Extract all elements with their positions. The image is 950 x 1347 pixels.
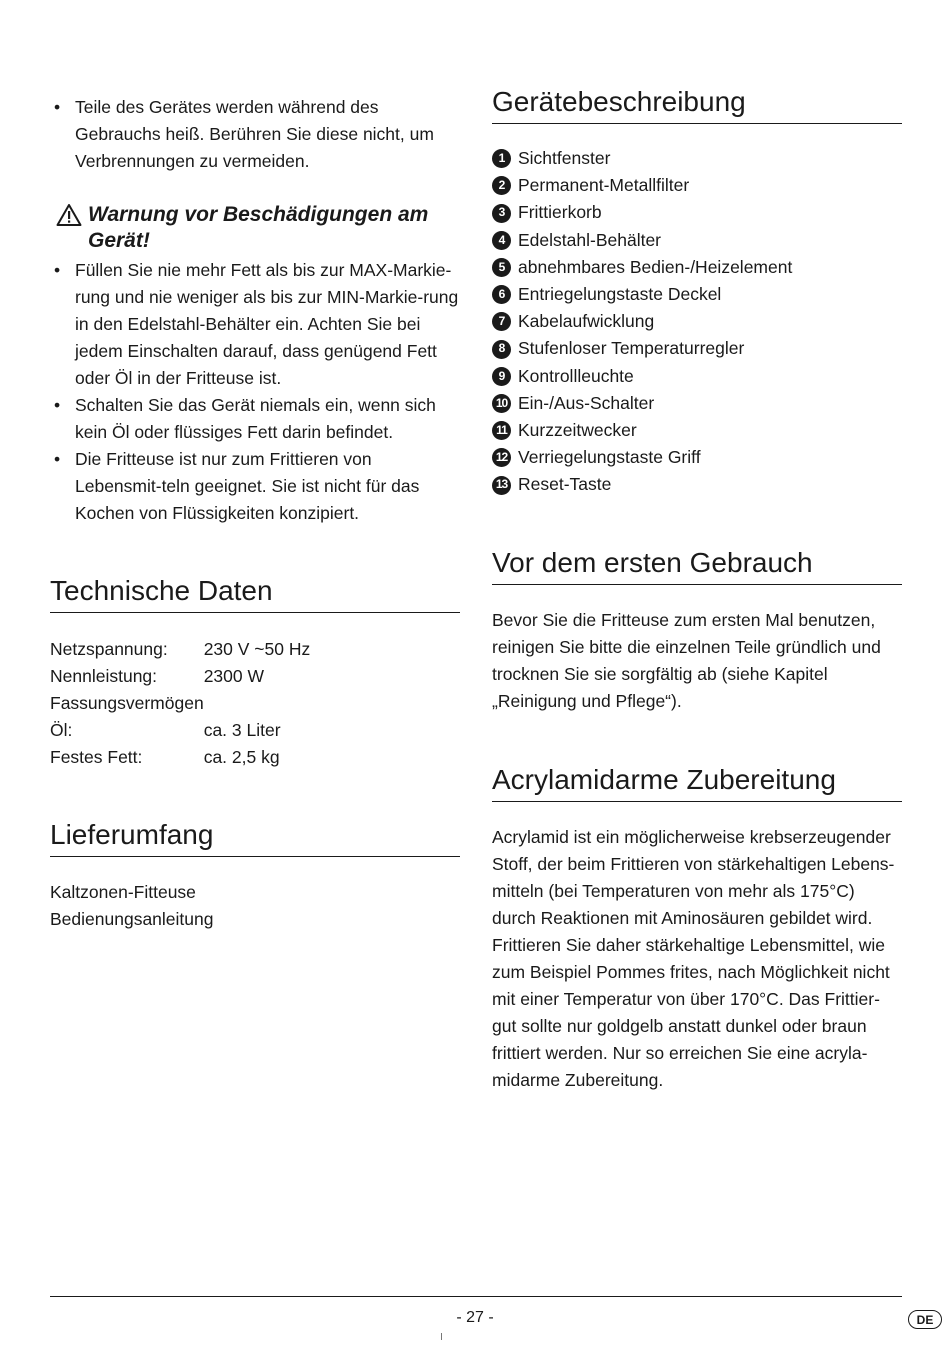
part-item	[492, 471, 902, 498]
part-number-badge: 5	[492, 258, 511, 277]
part-item	[492, 281, 902, 308]
part-item	[492, 254, 902, 281]
part-item	[492, 227, 902, 254]
part-number-badge: 11	[492, 421, 511, 440]
part-label: abnehmbares Bedien-/Heizelement	[518, 256, 793, 277]
part-item	[492, 444, 902, 471]
intro-bullets	[50, 94, 460, 175]
scope-section	[50, 818, 460, 933]
part-item	[492, 199, 902, 226]
part-label: Permanent-Metallfilter	[518, 175, 690, 196]
bullet-item: • Füllen Sie nie mehr Fett als bis zur MAX-Markie-rung und nie weniger als bis zur MIN-Markie-rung in den Edelstahl-Behälter ein. Achten Sie bei jedem Einschalten darauf, dass genügend Fett oder Öl in der Fritteuse ist.	[50, 257, 460, 392]
first-use-section	[492, 546, 902, 715]
part-item	[492, 145, 902, 172]
part-number-badge: 7	[492, 312, 511, 331]
part-label: Reset-Taste	[518, 474, 612, 495]
part-item	[492, 363, 902, 390]
spec-row	[50, 744, 310, 771]
warning-block	[50, 202, 460, 527]
first-use-text: Bevor Sie die Fritteuse zum ersten Mal benutzen, reinigen Sie bitte die einzelnen Teile gründlich und trocknen Sie sie sorgfältig ab (siehe Kapitel „Reinigung und Pflege“).	[492, 610, 881, 711]
part-label: Kabelaufwicklung	[518, 311, 655, 332]
warning-title	[50, 202, 460, 254]
part-label: Frittierkorb	[518, 202, 602, 223]
spec-key: Netzspannung:	[50, 639, 168, 659]
tech-specs-table	[50, 636, 310, 771]
acrylamide-heading: Acrylamidarme Zubereitung	[492, 763, 902, 802]
spec-row	[50, 717, 310, 744]
spec-value	[204, 690, 311, 717]
parts-list	[492, 145, 902, 499]
bullet-item: • Die Fritteuse ist nur zum Frittieren von Lebensmit-teln geeignet. Sie ist nicht für das Kochen von Flüssigkeiten konzipiert.	[50, 446, 460, 527]
spec-row	[50, 636, 310, 663]
first-use-heading: Vor dem ersten Gebrauch	[492, 546, 902, 585]
tech-heading: Technische Daten	[50, 574, 460, 613]
acrylamide-text: Acrylamid ist ein möglicherweise krebserzeugender Stoff, der beim Frittieren von stärkehaltigen Lebens-mitteln (bei Temperaturen von mehr als 175°C) durch Reaktionen mit Aminosäuren gebildet wird. Frittieren Sie daher stärkehaltige Lebensmittel, wie zum Beispiel Pommes frites, nach Möglichkeit nicht mit einer Temperatur von über 170°C. Das Frittier-gut sollte nur goldgelb anstatt dunkel oder braun frittiert werden. Nur so erreichen Sie eine acryla-midarme Zubereitung.	[492, 827, 895, 1090]
part-label: Kontrollleuchte	[518, 365, 634, 386]
part-item	[492, 390, 902, 417]
tech-section	[50, 574, 460, 771]
part-number-badge: 12	[492, 448, 511, 467]
footer-tick-mark	[441, 1333, 442, 1340]
bullet-item: • Teile des Gerätes werden während des Gebrauchs heiß. Berühren Sie diese nicht, um Verbrennungen zu vermeiden.	[50, 94, 460, 175]
part-item	[492, 417, 902, 444]
warning-title-line1: Warnung vor Beschädigungen am	[88, 203, 429, 226]
device-heading: Gerätebeschreibung	[492, 85, 902, 124]
spec-row	[50, 690, 310, 717]
device-section	[492, 85, 902, 499]
part-label: Sichtfenster	[518, 148, 611, 168]
spec-key: Fassungsvermögen	[50, 693, 204, 713]
part-item	[492, 335, 902, 362]
part-number-badge: 2	[492, 176, 511, 195]
footer-divider	[50, 1296, 902, 1297]
part-label: Verriegelungstaste Griff	[518, 447, 701, 468]
part-item	[492, 308, 902, 335]
scope-item: Bedienungsanleitung	[50, 909, 214, 929]
spec-value: ca. 2,5 kg	[203, 747, 280, 767]
bullet-item: • Schalten Sie das Gerät niemals ein, wenn sich kein Öl oder flüssiges Fett darin befindet.	[50, 392, 460, 446]
spec-key: Öl:	[50, 720, 73, 740]
spec-value: ca. 3 Liter	[203, 720, 281, 740]
part-number-badge: 3	[492, 204, 511, 223]
part-number-badge: 6	[492, 285, 511, 304]
part-number-badge: 8	[492, 340, 511, 359]
language-badge: DE	[908, 1310, 942, 1329]
warning-triangle-icon	[56, 203, 82, 227]
spec-key: Nennleistung:	[50, 666, 158, 686]
page-number: - 27 -	[456, 1309, 494, 1326]
part-label: Edelstahl-Behälter	[518, 229, 661, 250]
scope-item: Kaltzonen-Fitteuse	[50, 882, 196, 902]
part-label: Entriegelungstaste Deckel	[518, 284, 722, 305]
warning-bullets	[50, 257, 460, 527]
scope-heading: Lieferumfang	[50, 818, 460, 857]
part-label: Stufenloser Temperaturregler	[518, 338, 745, 359]
spec-row	[50, 663, 310, 690]
spec-value: 2300 W	[203, 666, 265, 686]
part-number-badge: 4	[492, 231, 511, 250]
spec-key: Festes Fett:	[50, 747, 143, 767]
part-number-badge: 9	[492, 367, 511, 386]
part-item	[492, 172, 902, 199]
spec-value: 230 V ~50 Hz	[203, 639, 311, 659]
part-label: Kurzzeitwecker	[518, 420, 637, 441]
part-number-badge: 10	[492, 394, 511, 413]
part-number-badge: 1	[492, 149, 511, 168]
acrylamide-section	[492, 763, 902, 1094]
part-label: Ein-/Aus-Schalter	[518, 392, 655, 413]
warning-title-line2: Gerät!	[88, 229, 150, 252]
part-number-badge: 13	[492, 476, 511, 495]
